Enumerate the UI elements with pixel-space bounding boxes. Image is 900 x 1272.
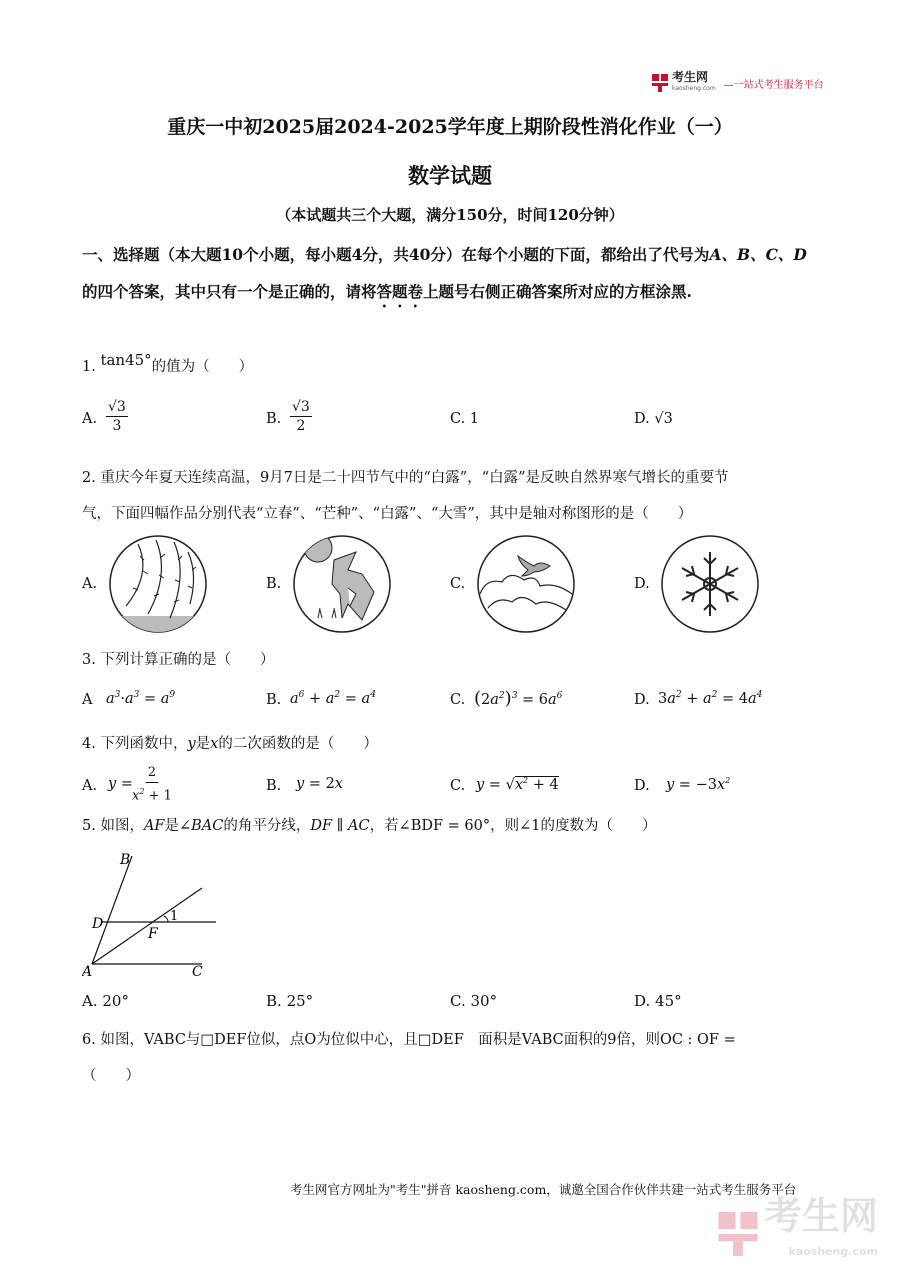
exam-subtitle: （本试题共三个大题，满分150分，时间120分钟） xyxy=(276,206,624,224)
logo-slogan: —一站式考生服务平台 xyxy=(723,79,824,91)
question-6: 6. 如图，VABC与□DEF位似，点O为位似中心，且□DEF 面积是VABC面积的9倍，则OC : OF = （ ） xyxy=(82,1032,736,1084)
geometry-figure-q5 xyxy=(82,846,222,982)
label-A: A xyxy=(82,964,93,980)
question-1: 1. tan45°的值为（ ） xyxy=(82,351,254,375)
label-B: B xyxy=(120,852,131,868)
watermark-logo-icon xyxy=(718,1212,758,1256)
snowflake-image xyxy=(660,534,760,634)
white-dew-image xyxy=(476,534,576,634)
question-4-options: A. y = $\frac{2}{x^2 + 1}$ B. y = 2x C. $y = √x^2 + 4$ D. $y = -3x^2$ xyxy=(82,765,731,804)
label-angle-1: 1 xyxy=(170,909,179,924)
question-5: 5. 如图，AF是∠BAC的角平分线，DF ∥ AC，若∠BDF = 60°，则∠1的度数为（ ） xyxy=(82,818,657,834)
question-2-options: A. B. C. D. xyxy=(82,534,822,634)
exam-title: 重庆一中初2025届2024-2025学年度上期阶段性消化作业（一） xyxy=(167,116,733,138)
question-1-options: A. $\frac{√3}{3}$ B. $\frac{√3}{2}$ C. 1 D. √3 xyxy=(82,399,673,434)
question-3: 3. 下列计算正确的是（ ） xyxy=(82,652,275,668)
exam-subject: 数学试题 xyxy=(408,163,492,188)
question-2: 2. 重庆今年夏天连续高温，9月7日是二十四节气中的“白露”，“白露”是反映自然界寒气增长的重要节 气，下面四幅作品分别代表“立春”、“芒种”、“白露”、“大雪”，其中是轴对称图形的是（ ） xyxy=(82,470,729,522)
logo-name: 考生网 kaosheng.com xyxy=(672,70,716,92)
question-5-options: A. 20° B. 25° C. 30° D. 45° xyxy=(82,992,682,1010)
question-4: 4. 下列函数中，y是x的二次函数的是（ ） xyxy=(82,736,378,752)
label-C: C xyxy=(192,964,203,980)
willow-spring-image xyxy=(108,534,208,634)
watermark xyxy=(718,1194,879,1270)
header-logo xyxy=(652,72,824,94)
footer-note: 考生网官方网址为"考生"拼音 kaosheng.com，诚邀全国合作伙伴共建一站式考生服务平台 xyxy=(290,1182,797,1197)
watermark-text: 考生网 kaosheng.com xyxy=(764,1194,879,1258)
section-instructions: 一、选择题（本大题10个小题，每小题4分，共40分）在每个小题的下面，都给出了代号为A、B、C、D的四个答案，其中只有一个是正确的，请将答题卷上题号右侧正确答案所对应的方框涂黑. xyxy=(82,245,807,301)
label-D: D xyxy=(92,916,104,932)
label-F: F xyxy=(148,926,158,942)
grain-in-ear-image xyxy=(292,534,392,634)
kaosheng-logo-icon xyxy=(652,74,668,92)
logo-domain: kaosheng.com xyxy=(672,85,716,92)
question-3-options: A $a^3\cdot a^3 = a^9$ B. $a^6 + a^2 = a^4$ C. $(2a^2)^3 = 6a^6$ D. $3a^2 + a^2 = 4a^4$ xyxy=(82,688,763,709)
